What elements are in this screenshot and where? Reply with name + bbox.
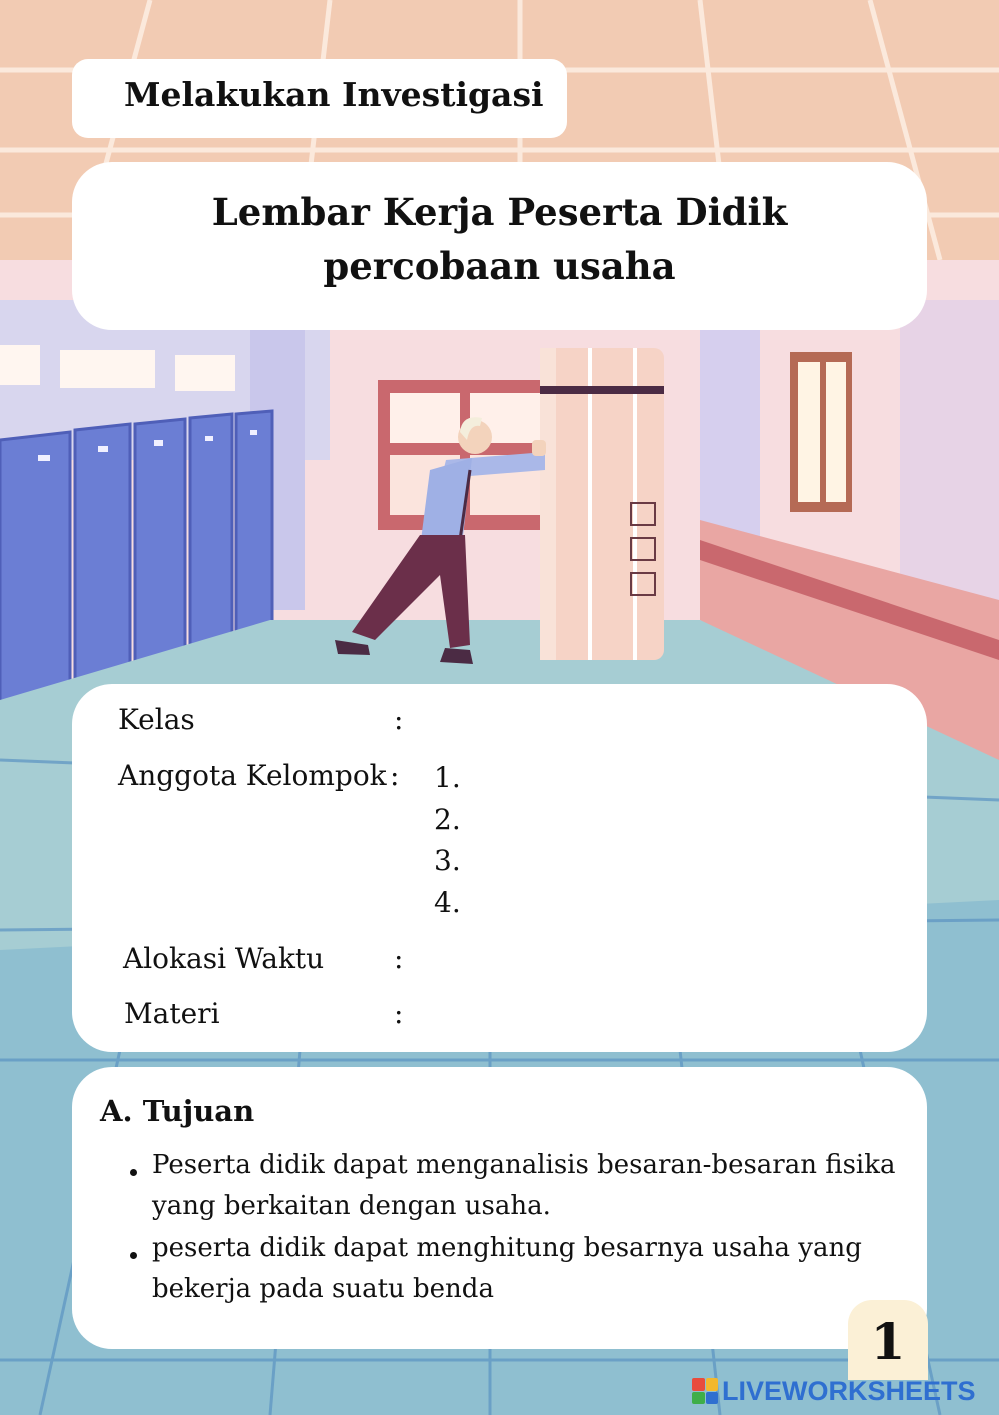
goals-card — [72, 1067, 927, 1349]
section-tag: Melakukan Investigasi — [124, 75, 544, 114]
bullet-icon — [130, 1252, 137, 1259]
separator-alokasi: : — [394, 942, 404, 975]
member-number: 1. — [434, 761, 461, 794]
label-alokasi-waktu: Alokasi Waktu — [123, 942, 325, 975]
brand-watermark — [692, 1376, 976, 1406]
label-kelas: Kelas — [118, 703, 195, 736]
separator-materi: : — [394, 997, 404, 1030]
page-title: Lembar Kerja Peserta Didik — [211, 190, 788, 234]
page-subtitle: percobaan usaha — [323, 244, 676, 288]
bullet-icon — [130, 1169, 137, 1176]
goal-item-1-line1: Peserta didik dapat menganalisis besaran-besaran fisika — [152, 1150, 896, 1180]
member-number: 4. — [434, 886, 461, 919]
goals-heading: A. Tujuan — [100, 1094, 255, 1128]
goal-item-2-line2: bekerja pada suatu benda — [152, 1274, 494, 1304]
liveworksheets-logo-icon — [692, 1378, 718, 1404]
brand-name: LIVEWORKSHEETS — [722, 1375, 976, 1406]
goal-item-2-line1: peserta didik dapat menghitung besarnya usaha yang — [152, 1233, 862, 1263]
member-number: 2. — [434, 803, 461, 836]
separator-anggota: : — [390, 759, 400, 792]
label-anggota-kelompok: Anggota Kelompok — [118, 759, 387, 792]
member-number: 3. — [434, 844, 461, 877]
identity-form-card — [72, 684, 927, 1052]
separator-kelas: : — [394, 703, 404, 736]
label-materi: Materi — [124, 997, 220, 1030]
page-number: 1 — [848, 1300, 928, 1380]
goal-item-1-line2: yang berkaitan dengan usaha. — [152, 1191, 551, 1221]
section-tag-card — [72, 59, 567, 138]
title-card — [72, 162, 927, 330]
